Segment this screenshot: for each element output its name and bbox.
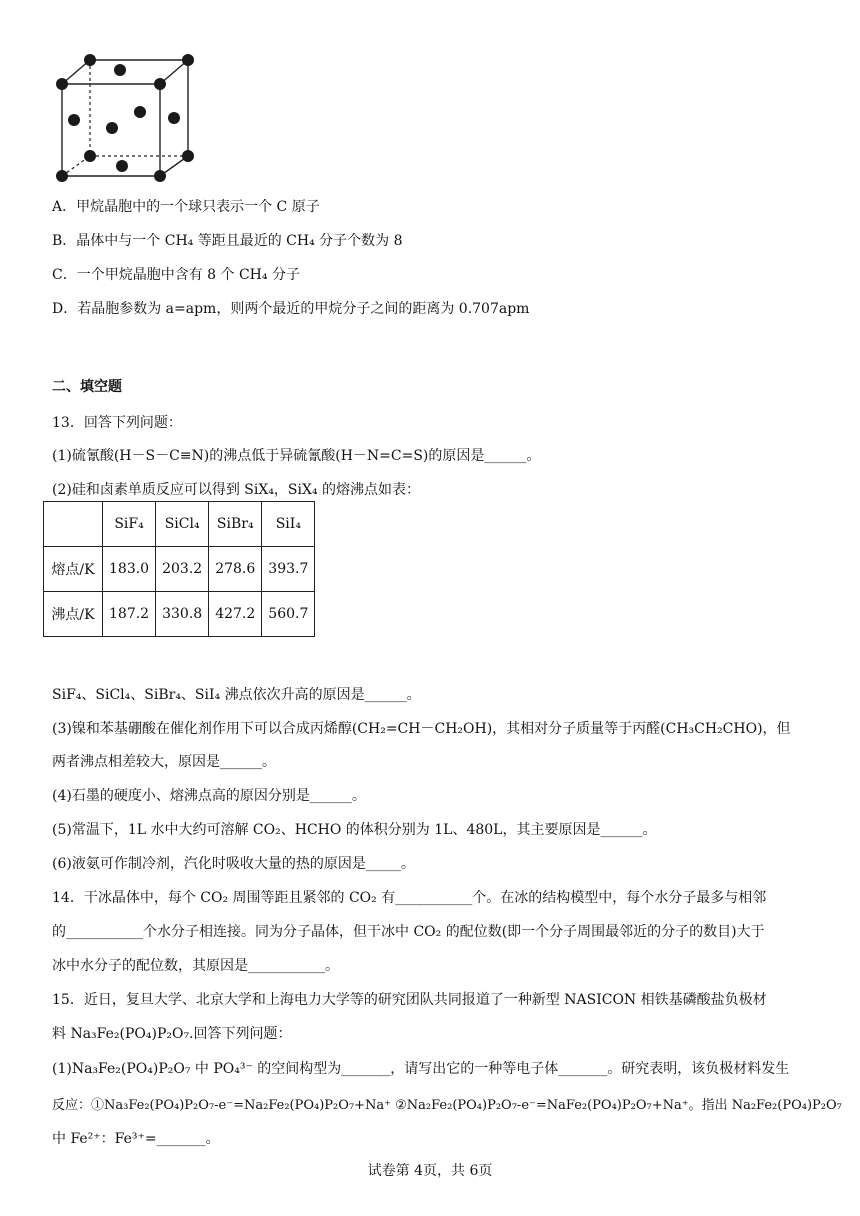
table-cell: 187.2 [103,592,156,637]
corner-atom [56,78,68,90]
corner-atom [154,78,166,90]
q13-part4: (4)石墨的硬度小、熔沸点高的原因分别是______。 [52,788,366,804]
section-title: 二、填空题 [52,379,122,395]
table-cell: SiBr₄ [209,502,262,547]
face-atom [106,122,118,134]
table-cell: 278.6 [209,547,262,592]
q13-part2: (2)硅和卤素单质反应可以得到 SiX₄，SiX₄ 的熔沸点如表： [52,482,421,498]
q13-stem: 13．回答下列问题： [52,415,182,431]
table-cell: 熔点/K [44,547,103,592]
q13-part2-question: SiF₄、SiCl₄、SiBr₄、SiI₄ 沸点依次升高的原因是______。 [52,687,421,703]
corner-atom [84,150,96,162]
table-cell: 203.2 [156,547,209,592]
q14-line3: 冰中水分子的配位数，其原因是___________。 [52,958,339,974]
table-cell: SiCl₄ [156,502,209,547]
table-cell [44,502,103,547]
corner-atom [182,150,194,162]
q15-line4: 反应：①Na₃Fe₂(PO₄)P₂O₇-e⁻=Na₂Fe₂(PO₄)P₂O₇+Na⁺ ②Na₂Fe₂(PO₄)P₂O₇-e⁻=NaFe₂(PO₄)P₂O₇+Na⁺。指出 Na₂Fe₂(PO₄)P₂O₇ [52,1098,842,1113]
q15-line5: 中 Fe²⁺：Fe³⁺=_______。 [52,1131,220,1147]
option-c: C．一个甲烷晶胞中含有 8 个 CH₄ 分子 [52,267,300,283]
methane-unit-cell-figure [52,48,202,183]
q13-part3-line1: (3)镍和苯基硼酸在催化剂作用下可以合成丙烯醇(CH₂=CH－CH₂OH)，其相对分子质量等于丙醛(CH₃CH₂CHO)，但 [52,721,791,737]
q15-line1: 15．近日，复旦大学、北京大学和上海电力大学等的研究团队共同报道了一种新型 NASICON 相铁基磷酸盐负极材 [52,992,767,1008]
q13-part3-line2: 两者沸点相差较大，原因是______。 [52,754,276,770]
q13-part5: (5)常温下，1L 水中大约可溶解 CO₂、HCHO 的体积分别为 1L、480L，其主要原因是______。 [52,822,657,838]
face-atom [134,106,146,118]
face-atom [68,114,80,126]
sihx4-table [43,501,315,637]
table-header-row [44,502,315,547]
q13-part1: (1)硫氰酸(H－S－C≡N)的沸点低于异硫氰酸(H－N=C=S)的原因是______。 [52,448,541,464]
corner-atom [154,170,166,182]
page-footer: 试卷第 4页，共 6页 [367,1163,493,1179]
table-cell: SiF₄ [103,502,156,547]
q14-line2: 的___________个水分子相连接。同为分子晶体，但干冰中 CO₂ 的配位数(即一个分子周围最邻近的分子的数目)大于 [52,924,765,940]
table-cell: 427.2 [209,592,262,637]
option-a: A．甲烷晶胞中的一个球只表示一个 C 原子 [52,199,320,215]
face-atom [168,112,180,124]
table-cell: 560.7 [262,592,315,637]
q15-line3: (1)Na₃Fe₂(PO₄)P₂O₇ 中 PO₄³⁻ 的空间构型为_______，请写出它的一种等电子体_______。研究表明，该负极材料发生 [52,1061,790,1077]
q15-line2: 料 Na₃Fe₂(PO₄)P₂O₇.回答下列问题： [52,1026,292,1042]
table-cell: 183.0 [103,547,156,592]
option-d: D．若晶胞参数为 a=apm，则两个最近的甲烷分子之间的距离为 0.707apm [52,301,530,317]
corner-atom [84,54,96,66]
table-cell: 330.8 [156,592,209,637]
table-cell: 393.7 [262,547,315,592]
corner-atom [182,54,194,66]
corner-atom [56,170,68,182]
table-cell: 沸点/K [44,592,103,637]
face-atom [114,64,126,76]
table-cell: SiI₄ [262,502,315,547]
q14-line1: 14．干冰晶体中，每个 CO₂ 周围等距且紧邻的 CO₂ 有___________个。在冰的结构模型中，每个水分子最多与相邻 [52,890,767,906]
face-atom [116,160,128,172]
table-row [44,592,315,637]
table-row [44,547,315,592]
q13-part6: (6)液氨可作制冷剂，汽化时吸收大量的热的原因是_____。 [52,856,415,872]
option-b: B．晶体中与一个 CH₄ 等距且最近的 CH₄ 分子个数为 8 [52,233,403,249]
